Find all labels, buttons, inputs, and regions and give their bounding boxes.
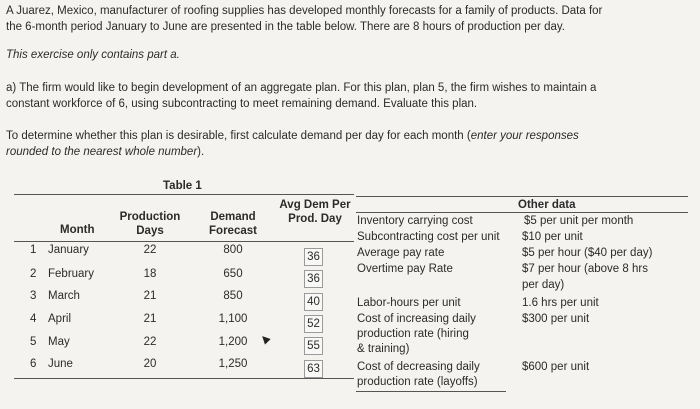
other-label: Cost of decreasing daily bbox=[357, 361, 480, 373]
row-days: 21 bbox=[143, 290, 157, 302]
row-demand: 1,250 bbox=[218, 358, 248, 370]
other-value: 1.6 hrs per unit bbox=[522, 297, 599, 309]
other-top-rule bbox=[356, 196, 688, 197]
other-label: Inventory carrying cost bbox=[357, 215, 473, 227]
other-label: Average pay rate bbox=[357, 247, 445, 259]
row-demand: 1,200 bbox=[218, 336, 248, 348]
avg-demand-input[interactable]: 40 bbox=[304, 293, 323, 311]
instruction-line-1 bbox=[6, 129, 579, 144]
other-label: & training) bbox=[357, 343, 410, 355]
part-a-line-2: constant workforce of 6, using subcontracting to meet remaining demand. Evaluate this plan. bbox=[6, 98, 478, 110]
row-number: 2 bbox=[30, 268, 37, 280]
table-bottom-rule bbox=[14, 378, 354, 379]
row-month: April bbox=[48, 313, 72, 325]
other-label: Overtime pay Rate bbox=[357, 263, 453, 275]
col-avg-header-1: Avg Dem Per bbox=[279, 199, 351, 211]
table-top-rule bbox=[14, 194, 354, 195]
other-value: $5 per unit per month bbox=[524, 215, 634, 227]
other-label: Cost of increasing daily bbox=[357, 313, 476, 325]
col-production-header-2: Days bbox=[136, 225, 164, 237]
instruction-text: To determine whether this plan is desirable, first calculate demand per day for each month ( bbox=[6, 130, 471, 142]
row-demand: 800 bbox=[223, 244, 243, 256]
other-data-title: Other data bbox=[518, 199, 576, 211]
row-month: May bbox=[48, 336, 70, 348]
exercise-note: This exercise only contains part a. bbox=[6, 49, 180, 61]
instruction-italic: enter your responses bbox=[470, 130, 579, 142]
other-value: $10 per unit bbox=[522, 231, 583, 243]
header-rule bbox=[14, 241, 354, 242]
row-month: January bbox=[48, 244, 89, 256]
instruction-italic-2: rounded to the nearest whole number bbox=[6, 146, 198, 158]
other-value: per day) bbox=[522, 279, 565, 291]
other-value: $5 per hour ($40 per day) bbox=[522, 247, 653, 259]
col-production-header-1: Production bbox=[119, 211, 181, 223]
col-avg-header-2: Prod. Day bbox=[288, 213, 342, 225]
other-value: $600 per unit bbox=[522, 361, 590, 373]
row-number: 1 bbox=[30, 244, 37, 256]
row-days: 18 bbox=[143, 268, 157, 280]
col-month-header: Month bbox=[60, 224, 95, 236]
problem-text-line-2: the 6-month period January to June are presented in the table below. There are 8 hours of production per day. bbox=[6, 21, 565, 33]
avg-demand-input[interactable]: 55 bbox=[304, 337, 323, 355]
row-days: 20 bbox=[143, 358, 157, 370]
row-month: March bbox=[48, 290, 80, 302]
table-title: Table 1 bbox=[163, 180, 202, 192]
other-value: $300 per unit bbox=[522, 313, 590, 325]
part-a-line-1: a) The firm would like to begin development of an aggregate plan. For this plan, plan 5, the firm wishes to maintain a bbox=[6, 82, 597, 94]
avg-demand-input[interactable]: 52 bbox=[304, 315, 323, 333]
other-label: production rate (layoffs) bbox=[357, 376, 478, 388]
row-month: February bbox=[48, 268, 95, 280]
other-label: Subcontracting cost per unit bbox=[357, 231, 500, 243]
col-demand-header-2: Forecast bbox=[209, 225, 257, 237]
mouse-cursor-icon bbox=[259, 333, 270, 344]
other-label: production rate (hiring bbox=[357, 328, 469, 340]
avg-demand-input[interactable]: 63 bbox=[304, 360, 323, 378]
row-demand: 1,100 bbox=[218, 313, 248, 325]
instruction-close: ). bbox=[197, 146, 205, 158]
avg-demand-input[interactable]: 36 bbox=[304, 270, 323, 288]
row-number: 5 bbox=[30, 336, 37, 348]
other-value: $7 per hour (above 8 hrs bbox=[522, 263, 648, 275]
row-number: 4 bbox=[30, 313, 37, 325]
row-demand: 850 bbox=[223, 290, 243, 302]
problem-text-line-1: A Juarez, Mexico, manufacturer of roofing supplies has developed monthly forecasts for a family of products. Data for bbox=[6, 5, 603, 17]
row-month: June bbox=[48, 358, 73, 370]
other-header-rule bbox=[356, 212, 688, 213]
other-bottom-rule bbox=[356, 391, 506, 392]
row-demand: 650 bbox=[223, 268, 243, 280]
row-days: 22 bbox=[143, 336, 157, 348]
row-number: 6 bbox=[30, 358, 37, 370]
row-number: 3 bbox=[30, 290, 37, 302]
row-days: 21 bbox=[143, 313, 157, 325]
other-label: Labor-hours per unit bbox=[357, 297, 461, 309]
row-days: 22 bbox=[143, 244, 157, 256]
col-demand-header-1: Demand bbox=[210, 211, 256, 223]
avg-demand-input[interactable]: 36 bbox=[304, 248, 323, 266]
instruction-line-2 bbox=[6, 145, 204, 160]
